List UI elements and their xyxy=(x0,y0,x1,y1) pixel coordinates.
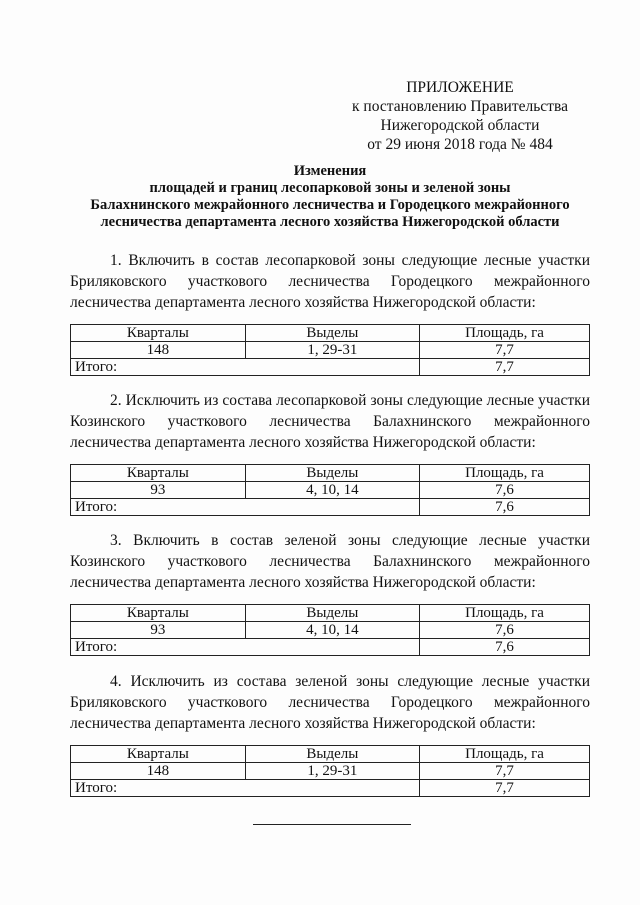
cell-vydely: 4, 10, 14 xyxy=(245,622,419,639)
cell-kvartal: 148 xyxy=(71,763,246,780)
header-vydely: Выделы xyxy=(245,746,419,763)
total-value: 7,7 xyxy=(420,359,590,376)
cell-vydely: 1, 29-31 xyxy=(245,763,419,780)
section-text: 2. Исключить из состава лесопарковой зоны следующие лесные участки Козинского участкового лесничества Балахнинского межрайонного лесничества департамента лесного хозяйства Нижегородской области: xyxy=(70,392,590,451)
total-label: Итого: xyxy=(71,639,420,656)
header-vydely: Выделы xyxy=(245,465,419,482)
table-row xyxy=(71,763,590,780)
table-row xyxy=(71,342,590,359)
total-value: 7,7 xyxy=(420,780,590,797)
cell-vydely: 1, 29-31 xyxy=(245,342,419,359)
title-line: площадей и границ лесопарковой зоны и зеленой зоны xyxy=(149,180,511,196)
appendix-block xyxy=(330,78,590,154)
table-total-row xyxy=(71,780,590,797)
cell-vydely: 4, 10, 14 xyxy=(245,482,419,499)
cell-kvartal: 148 xyxy=(71,342,246,359)
title-line: Балахнинского межрайонного лесничества и Городецкого межрайонного xyxy=(90,197,570,213)
total-label: Итого: xyxy=(71,780,420,797)
header-area: Площадь, га xyxy=(420,605,590,622)
cell-area: 7,6 xyxy=(420,622,590,639)
appendix-date: от 29 июня 2018 года № 484 xyxy=(367,136,553,153)
appendix-line: к постановлению Правительства xyxy=(352,98,568,115)
table-row xyxy=(71,482,590,499)
area-table xyxy=(70,745,590,797)
header-area: Площадь, га xyxy=(420,325,590,342)
document-title xyxy=(60,163,600,231)
cell-area: 7,6 xyxy=(420,482,590,499)
total-value: 7,6 xyxy=(420,639,590,656)
header-kvartaly: Кварталы xyxy=(71,605,246,622)
table-total-row xyxy=(71,499,590,516)
cell-kvartal: 93 xyxy=(71,622,246,639)
section-1 xyxy=(70,250,590,376)
area-table xyxy=(70,464,590,516)
table-header-row xyxy=(71,605,590,622)
table-total-row xyxy=(71,639,590,656)
header-kvartaly: Кварталы xyxy=(71,746,246,763)
section-2 xyxy=(70,390,590,516)
cell-area: 7,7 xyxy=(420,342,590,359)
header-kvartaly: Кварталы xyxy=(71,465,246,482)
area-table xyxy=(70,604,590,656)
appendix-line: Нижегородской области xyxy=(380,117,540,134)
table-header-row xyxy=(71,325,590,342)
section-text: 3. Включить в состав зеленой зоны следующие лесные участки Козинского участкового лесничества Балахнинского межрайонного лесничества департамента лесного хозяйства Нижегородской области: xyxy=(70,532,590,591)
total-label: Итого: xyxy=(71,359,420,376)
area-table xyxy=(70,324,590,376)
table-row xyxy=(71,622,590,639)
header-kvartaly: Кварталы xyxy=(71,325,246,342)
end-divider xyxy=(253,824,411,825)
title-line: лесничества департамента лесного хозяйства Нижегородской области xyxy=(100,214,560,230)
table-header-row xyxy=(71,746,590,763)
section-3 xyxy=(70,530,590,656)
total-value: 7,6 xyxy=(420,499,590,516)
appendix-heading: ПРИЛОЖЕНИЕ xyxy=(406,79,514,96)
header-area: Площадь, га xyxy=(420,465,590,482)
header-vydely: Выделы xyxy=(245,605,419,622)
section-text: 1. Включить в состав лесопарковой зоны следующие лесные участки Бриляковского участкового лесничества Городецкого межрайонного лесничества департамента лесного хозяйства Нижегородской области: xyxy=(70,252,590,311)
cell-area: 7,7 xyxy=(420,763,590,780)
section-text: 4. Исключить из состава зеленой зоны следующие лесные участки Бриляковского участкового лесничества Городецкого межрайонного лесничества департамента лесного хозяйства Нижегородской области: xyxy=(70,673,590,732)
header-area: Площадь, га xyxy=(420,746,590,763)
table-header-row xyxy=(71,465,590,482)
title-line: Изменения xyxy=(293,163,367,179)
total-label: Итого: xyxy=(71,499,420,516)
cell-kvartal: 93 xyxy=(71,482,246,499)
section-4 xyxy=(70,671,590,797)
header-vydely: Выделы xyxy=(245,325,419,342)
table-total-row xyxy=(71,359,590,376)
